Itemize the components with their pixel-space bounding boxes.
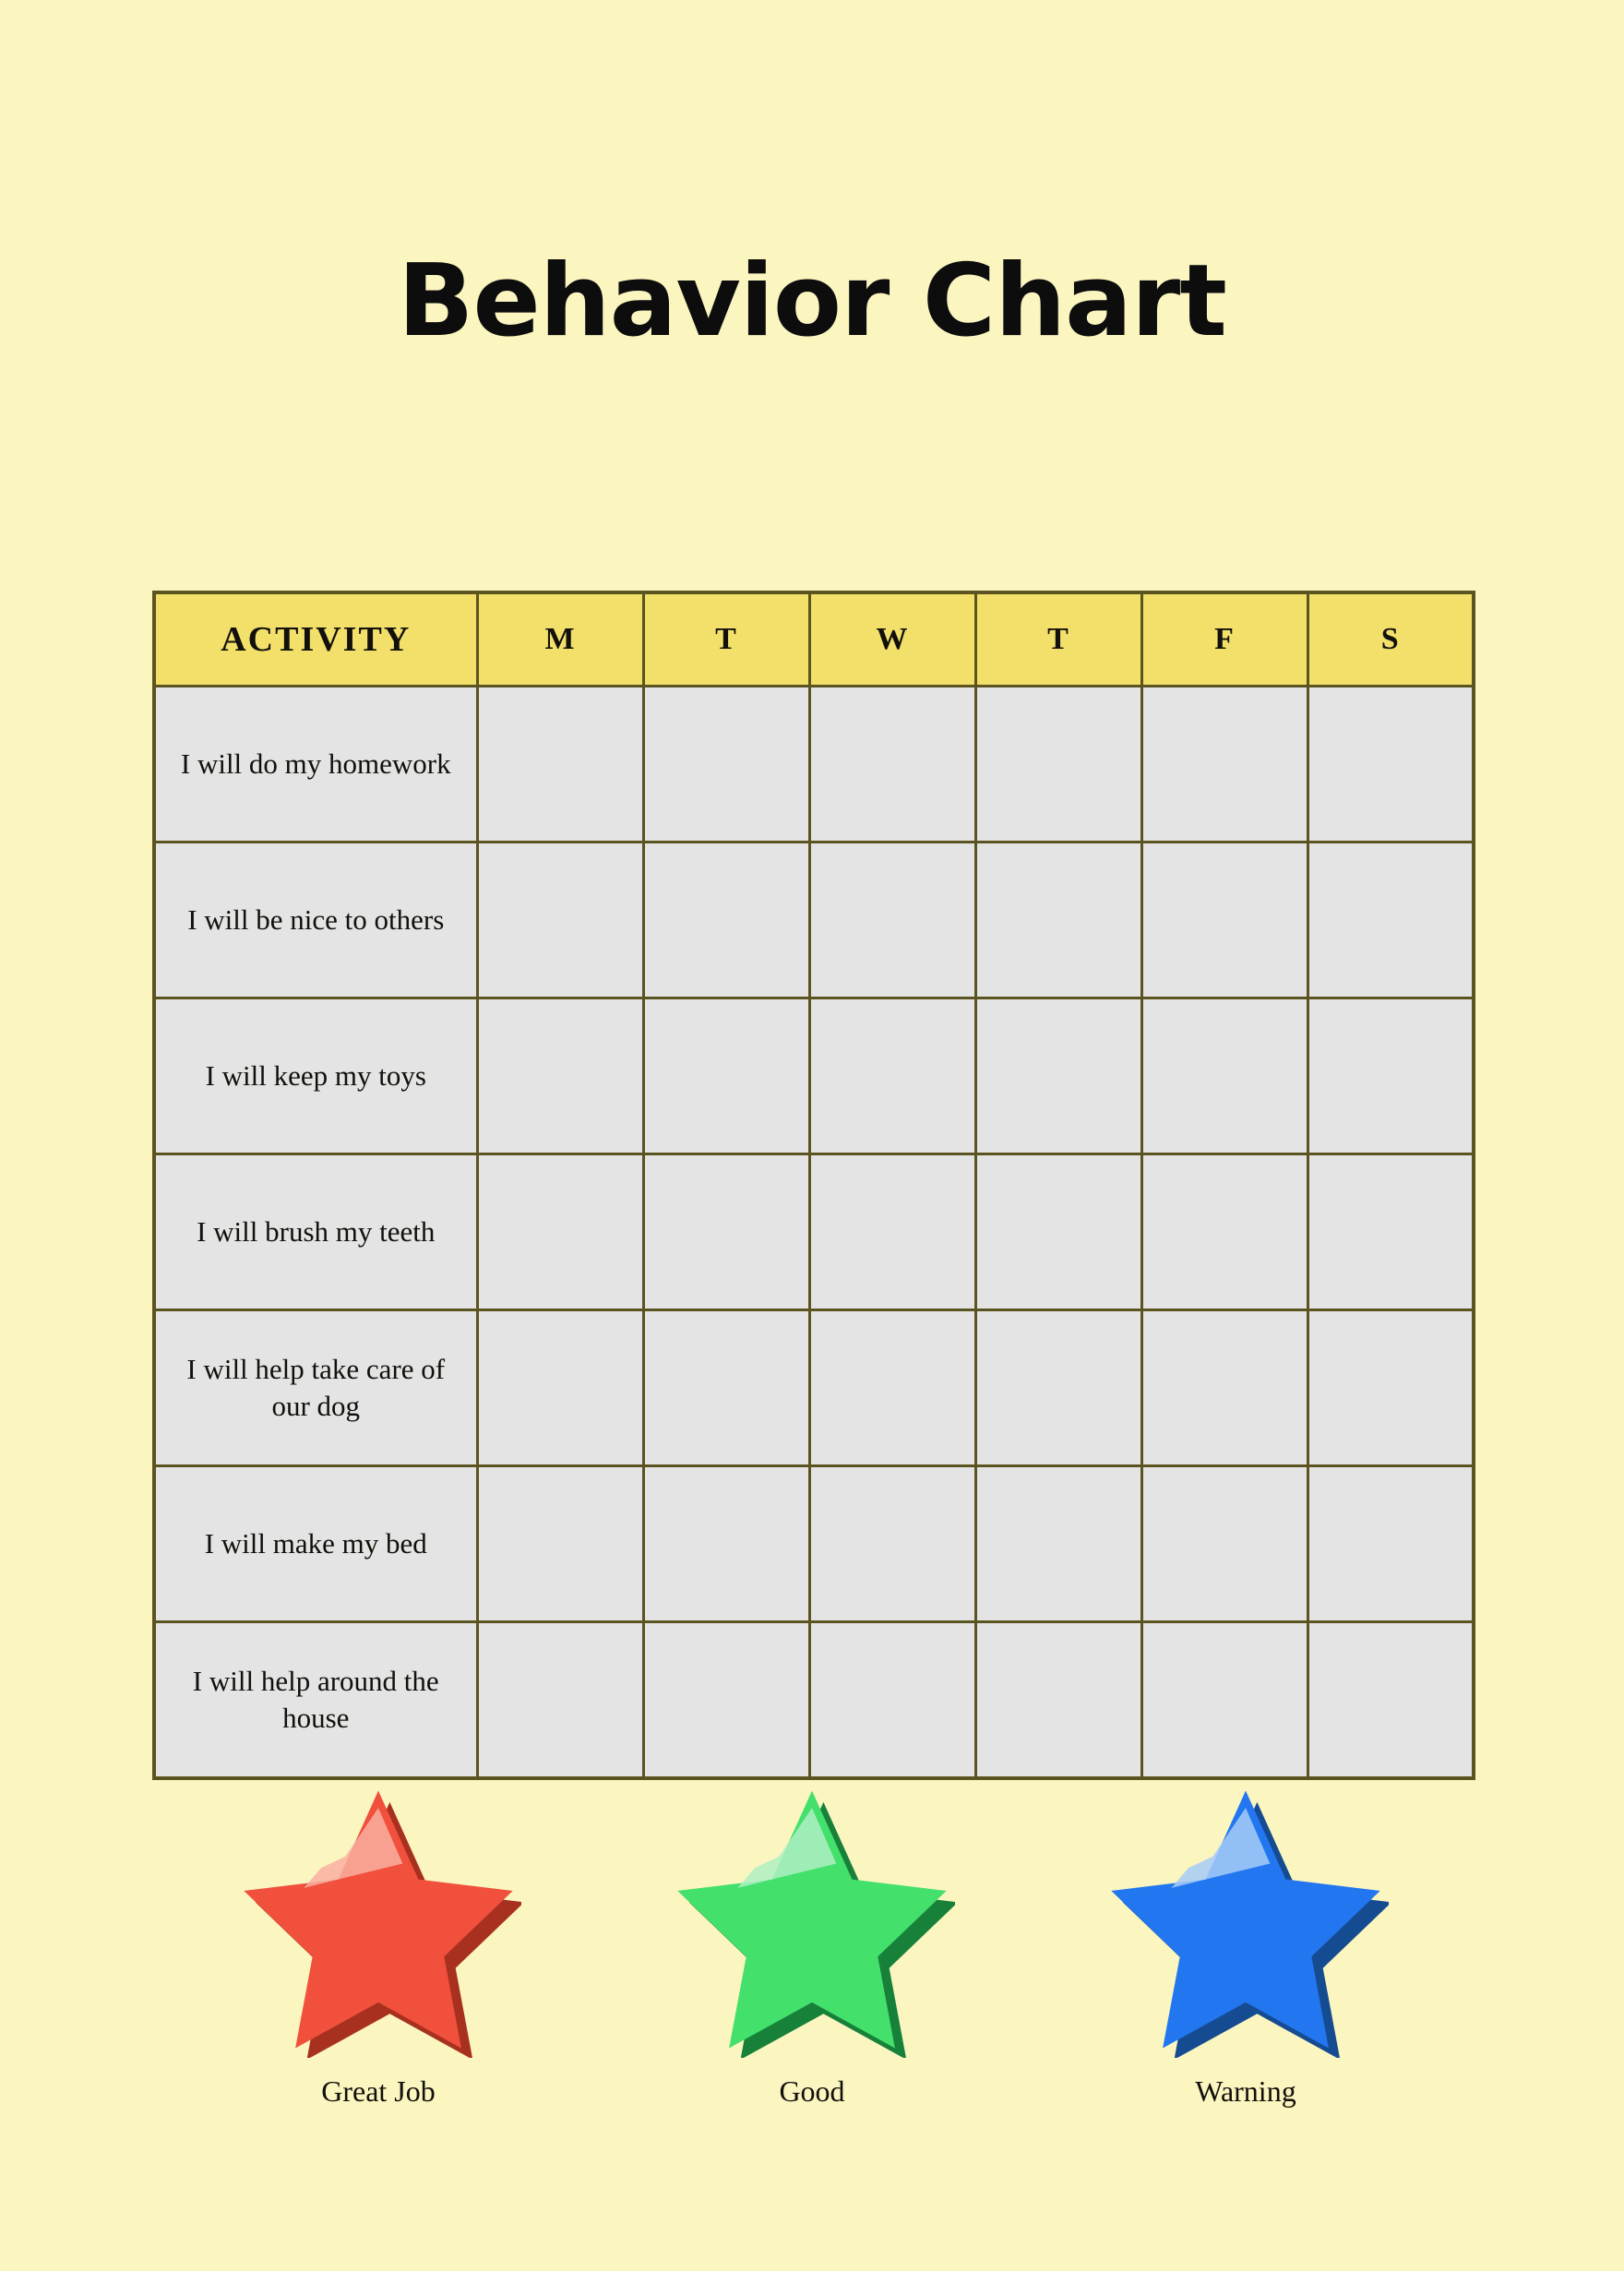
table-row <box>154 1466 1474 1622</box>
star-icon <box>669 1781 955 2058</box>
legend <box>231 1781 1393 2109</box>
mark-cell[interactable] <box>643 998 809 1154</box>
table-row <box>154 1154 1474 1310</box>
mark-cell[interactable] <box>477 1310 643 1466</box>
mark-cell[interactable] <box>643 1154 809 1310</box>
mark-cell[interactable] <box>809 843 975 998</box>
column-header-monday: M <box>477 592 643 687</box>
mark-cell[interactable] <box>1141 1154 1308 1310</box>
table-header-row <box>154 592 1474 687</box>
mark-cell[interactable] <box>1141 1466 1308 1622</box>
mark-cell[interactable] <box>975 843 1141 998</box>
activity-label: I will do my homework <box>154 687 477 843</box>
activity-label: I will be nice to others <box>154 843 477 998</box>
star-icon <box>1103 1781 1389 2058</box>
star-icon <box>235 1781 521 2058</box>
mark-cell[interactable] <box>643 1466 809 1622</box>
column-header-friday: F <box>1141 592 1308 687</box>
column-header-saturday: S <box>1308 592 1474 687</box>
mark-cell[interactable] <box>1308 1466 1474 1622</box>
mark-cell[interactable] <box>477 843 643 998</box>
mark-cell[interactable] <box>1141 998 1308 1154</box>
mark-cell[interactable] <box>1308 1622 1474 1779</box>
table-row <box>154 998 1474 1154</box>
column-header-tuesday: T <box>643 592 809 687</box>
mark-cell[interactable] <box>1308 1310 1474 1466</box>
mark-cell[interactable] <box>1308 687 1474 843</box>
table-row <box>154 1310 1474 1466</box>
mark-cell[interactable] <box>643 1310 809 1466</box>
legend-label: Good <box>779 2074 845 2108</box>
activity-label: I will help around the house <box>154 1622 477 1779</box>
activity-label: I will make my bed <box>154 1466 477 1622</box>
mark-cell[interactable] <box>643 687 809 843</box>
mark-cell[interactable] <box>1141 1310 1308 1466</box>
mark-cell[interactable] <box>1308 1154 1474 1310</box>
mark-cell[interactable] <box>975 998 1141 1154</box>
mark-cell[interactable] <box>477 1466 643 1622</box>
mark-cell[interactable] <box>1308 998 1474 1154</box>
mark-cell[interactable] <box>975 1466 1141 1622</box>
legend-item-good <box>664 1781 960 2109</box>
behavior-table-container <box>152 591 1472 1780</box>
mark-cell[interactable] <box>1141 843 1308 998</box>
legend-item-great-job <box>231 1781 526 2109</box>
mark-cell[interactable] <box>809 1622 975 1779</box>
mark-cell[interactable] <box>643 843 809 998</box>
mark-cell[interactable] <box>1141 1622 1308 1779</box>
activity-label: I will keep my toys <box>154 998 477 1154</box>
page-title: Behavior Chart <box>398 244 1226 359</box>
table-row <box>154 843 1474 998</box>
column-header-thursday: T <box>975 592 1141 687</box>
mark-cell[interactable] <box>809 687 975 843</box>
activity-label: I will help take care of our dog <box>154 1310 477 1466</box>
table-row <box>154 687 1474 843</box>
mark-cell[interactable] <box>809 1310 975 1466</box>
column-header-activity: ACTIVITY <box>154 592 477 687</box>
mark-cell[interactable] <box>975 687 1141 843</box>
mark-cell[interactable] <box>975 1310 1141 1466</box>
mark-cell[interactable] <box>477 998 643 1154</box>
legend-item-warning <box>1098 1781 1393 2109</box>
mark-cell[interactable] <box>809 1154 975 1310</box>
mark-cell[interactable] <box>477 1154 643 1310</box>
activity-label: I will brush my teeth <box>154 1154 477 1310</box>
mark-cell[interactable] <box>1308 843 1474 998</box>
mark-cell[interactable] <box>809 998 975 1154</box>
mark-cell[interactable] <box>1141 687 1308 843</box>
mark-cell[interactable] <box>477 1622 643 1779</box>
mark-cell[interactable] <box>975 1154 1141 1310</box>
mark-cell[interactable] <box>643 1622 809 1779</box>
mark-cell[interactable] <box>809 1466 975 1622</box>
mark-cell[interactable] <box>975 1622 1141 1779</box>
legend-label: Warning <box>1195 2074 1296 2108</box>
table-row <box>154 1622 1474 1779</box>
legend-label: Great Job <box>321 2074 436 2108</box>
column-header-wednesday: W <box>809 592 975 687</box>
behavior-table <box>152 591 1475 1780</box>
mark-cell[interactable] <box>477 687 643 843</box>
